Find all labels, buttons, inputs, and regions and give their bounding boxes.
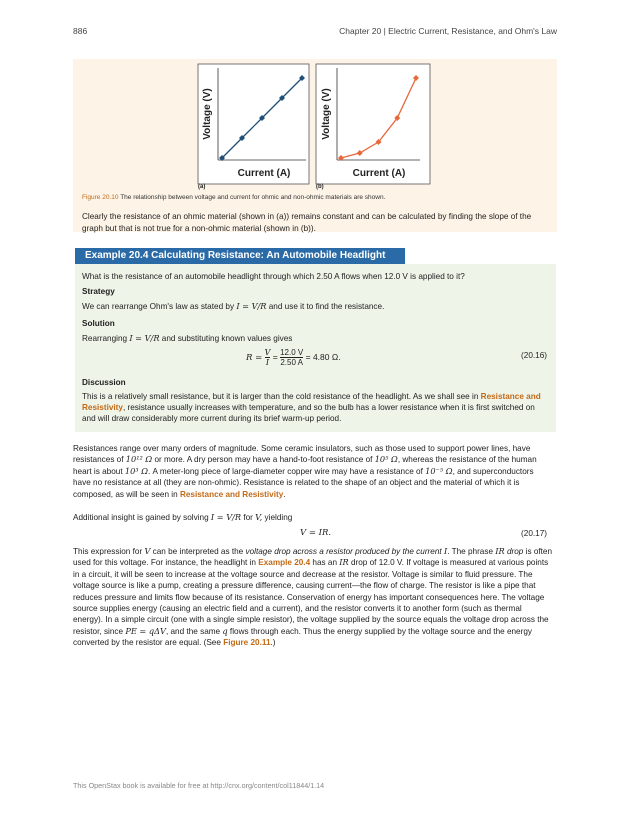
body-paragraph-3: This expression for V can be interpreted as the voltage drop across a resistor produced by the current I. The phrase IR drop is often used for this voltage. For instance, the headlight in Example 20.4 has an IR drop of 12.0 V. If voltage is measured at various points in a circuit, it will be seen to increase at the voltage source and decrease at the resistor. Voltage is similar to fluid pressure. The voltage source is like a pump, creating a pressure difference, causing current—the flow of charge. The resistor is like a pipe that reduces pressure and limits flow because of its resistance. Conservation of energy has important consequences here. The voltage source supplies energy (causing an electric field and a current), and the resistor converts it to another form (such as thermal energy). In a simple circuit (one with a single simple resistor), the voltage supplied by the source equals the voltage drop across the resistor, since PE = qΔV, and the same q flows through each. Thus the energy supplied by the voltage source and the energy converted by the resistor are equal. (See Figure 20.11.) [73,546,553,648]
eq-fraction [280,348,303,367]
math-pe: PE = qΔV [125,625,166,636]
eq-result: = 4.80 Ω. [305,351,341,362]
solution-equation: I = V/R [129,333,160,343]
panel-a-frame [198,64,309,184]
math-10-5-ohm: 10⁵ Ω [374,454,398,465]
figure-caption-label: Figure 20.10 [82,194,119,201]
page-number: 886 [73,26,88,36]
equation-number-20-16: (20.16) [521,351,547,360]
eq-v: V [264,348,271,357]
discussion-text [82,391,547,424]
example-title: Example 20.4 Calculating Resistance: An Automobile Headlight [75,248,405,264]
discussion-link[interactable]: Resistance and Resistivity [82,392,541,412]
figure-caption-text: The relationship between voltage and current for ohmic and non-ohmic materials are shown. [118,194,386,201]
strategy-text [82,301,547,312]
figure-20-11-link[interactable]: Figure 20.11 [223,638,271,648]
figure-graphs [0,0,630,200]
strategy-heading: Strategy [82,287,115,296]
eq-numerator: 12.0 V [280,348,304,357]
math-10-12-ohm: 10¹² Ω [125,454,153,465]
resistance-resistivity-link[interactable]: Resistance and Resistivity [179,489,284,499]
panel-b-label: (b) [316,184,324,190]
example-question: What is the resistance of an automobile headlight through which 2.50 A flows when 12.0 V is applied to it? [82,272,465,281]
footer-text: This OpenStax book is available for free at http://cnx.org/content/col11844/1.14 [73,781,325,790]
solution-text [82,333,547,344]
strategy-post: and use it to find the resistance. [268,302,385,311]
panel-b-frame [316,64,430,184]
math-10-neg5-ohm: 10⁻⁵ Ω [425,465,453,476]
eq-lhs: R = [246,352,263,363]
equation-number-20-17: (20.17) [521,529,547,538]
solution-pre: Rearranging [82,334,128,343]
panel-a-label: (a) [198,184,206,190]
example-20-4-link[interactable]: Example 20.4 [258,558,311,568]
discussion-pre: This is a relatively small resistance, but it is larger than the cold resistance of the headlight. As we shall see in [82,392,481,401]
strategy-pre: We can rearrange Ohm's law as stated by [82,302,235,311]
panel-b-xlabel: Current (A) [352,168,406,179]
equation-20-16: R = $\frac{V}{I}$ = $\frac{12.0 V}{2.50 A}$ = 4.80 Ω. [246,348,341,367]
discussion-heading: Discussion [82,378,126,387]
panel-a-ylabel: Voltage (V) [202,88,213,140]
body-paragraph-2: Additional insight is gained by solving I = V/R for V, yielding [73,512,293,522]
figure-caption [82,194,552,201]
body-paragraph-1: Resistances range over many orders of magnitude. Some ceramic insulators, such as those used to support power lines, have resistances of 10¹² Ω or more. A dry person may have a hand-to-foot resistance of 10⁵ Ω, whereas the resistance of the human heart is about 10³ Ω. A meter-long piece of large-diameter copper wire may have a resistance of 10⁻⁵ Ω, and superconductors have no resistance at all (they are non-ohmic). Resistance is related to the shape of an object and the material of which it is composed, as will be seen in Resistance and Resistivity. [73,444,537,499]
discussion-post: , resistance usually increases with temperature, and so the bulb has a lower resistance when it is first switched on and will draw considerably more current during its brief warm-up period. [82,403,535,423]
panel-b-ylabel: Voltage (V) [321,88,332,140]
equation-20-17: V = IR. [300,528,332,538]
math-v: V, [255,512,263,522]
eq-v-over-i [265,348,271,367]
math-ohms-law: I = V/R [210,512,242,522]
solution-heading: Solution [82,319,115,328]
eq-i: I [265,358,270,367]
solution-post: and substituting known values gives [161,334,293,343]
math-10-3-ohm: 10³ Ω [124,465,148,476]
chapter-title: Chapter 20 | Electric Current, Resistance, and Ohm's Law [339,26,557,36]
figure-follow-text: Clearly the resistance of an ohmic material (shown in (a)) remains constant and can be calculated by finding the slope of the graph but that is not true for a non-ohmic material (shown in (b)). [82,212,532,233]
strategy-equation: I = V/R [236,301,267,311]
panel-a-xlabel: Current (A) [237,168,291,179]
eq-denominator: 2.50 A [280,358,304,367]
